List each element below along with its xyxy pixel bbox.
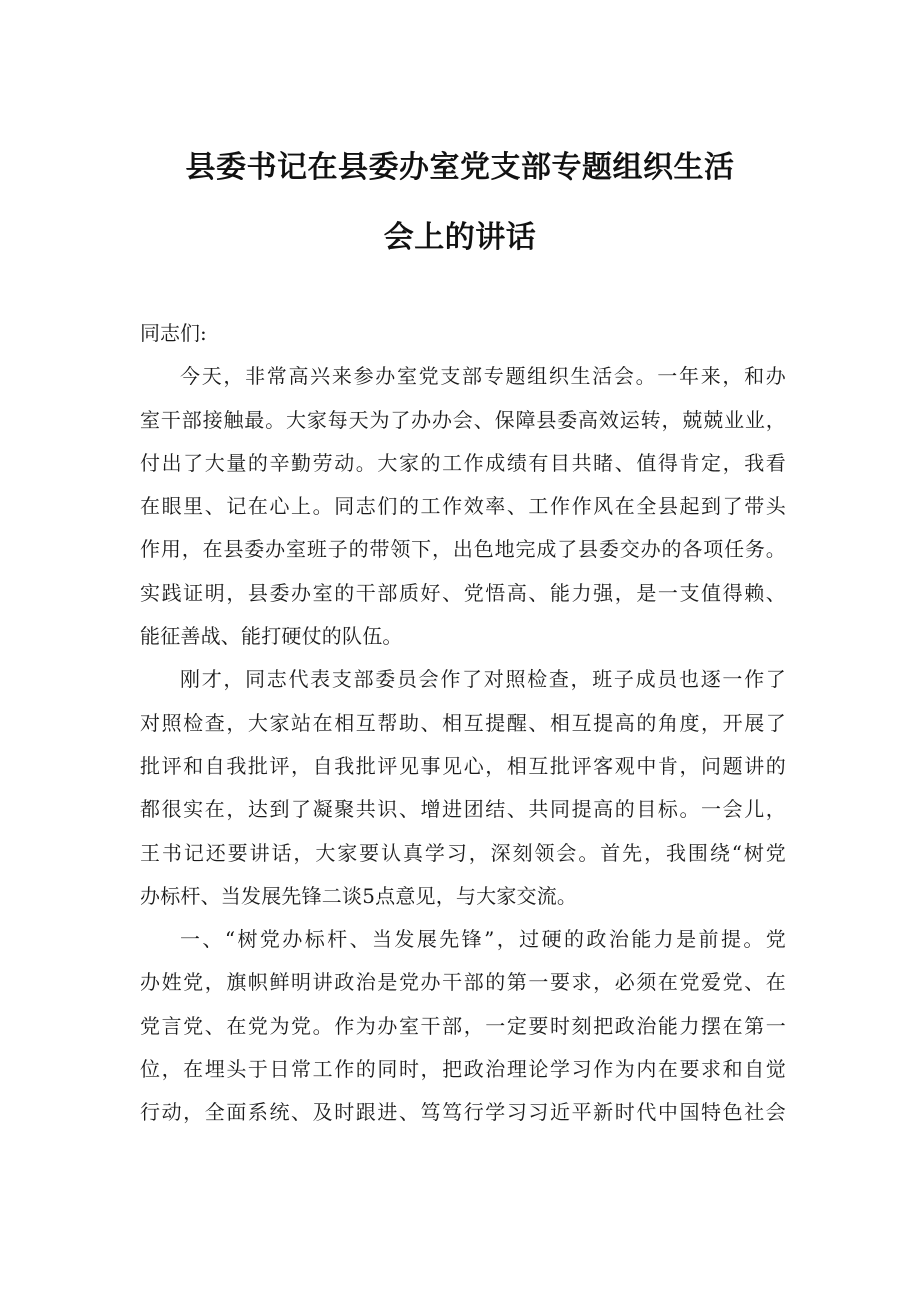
paragraph-line: 付出了大量的辛勤劳动。大家的工作成绩有目共睹、值得肯定，我看 bbox=[140, 450, 786, 475]
paragraph-line: 办姓党，旗帜鲜明讲政治是党办干部的第一要求，必须在党爱党、在 bbox=[140, 970, 786, 995]
paragraph-line: 今天，非常高兴来参办室党支部专题组织生活会。一年来，和办 bbox=[180, 364, 786, 389]
document-title-line-1: 县委书记在县委办室党支部专题组织生活 bbox=[185, 150, 735, 185]
paragraph-line: 位，在埋头于日常工作的同时，把政治理论学习作为内在要求和自觉 bbox=[140, 1057, 786, 1082]
paragraph-line: 对照检查，大家站在相互帮助、相互提醒、相互提高的角度，开展了 bbox=[140, 710, 786, 735]
document-body bbox=[140, 312, 786, 1135]
paragraph-3 bbox=[140, 918, 786, 1134]
paragraph-1 bbox=[140, 355, 786, 658]
paragraph-line: 都很实在，达到了凝聚共识、增进团结、共同提高的目标。一会儿， bbox=[140, 797, 786, 822]
paragraph-line: 能征善战、能打硬仗的队伍。 bbox=[140, 624, 403, 649]
paragraph-line: 刚才，同志代表支部委员会作了对照检查，班子成员也逐一作了 bbox=[180, 667, 786, 692]
paragraph-line: 党言党、在党为党。作为办室干部，一定要时刻把政治能力摆在第一 bbox=[140, 1013, 786, 1038]
paragraph-line: 行动，全面系统、及时跟进、笃笃行学习习近平新时代中国特色社会 bbox=[140, 1100, 786, 1125]
document-title-line-2: 会上的讲话 bbox=[383, 220, 537, 255]
paragraph-line: 办标杆、当发展先锋二谈5点意见，与大家交流。 bbox=[140, 883, 578, 908]
paragraph-line: 批评和自我批评，自我批评见事见心，相互批评客观中肯，问题讲的 bbox=[140, 753, 786, 778]
paragraph-2 bbox=[140, 658, 786, 918]
paragraph-line: 室干部接触最。大家每天为了办办会、保障县委高效运转，兢兢业业， bbox=[140, 407, 786, 432]
paragraph-line: 一、“树党办标杆、当发展先锋”，过硬的政治能力是前提。党 bbox=[180, 927, 786, 952]
paragraph-line: 在眼里、记在心上。同志们的工作效率、工作作风在全县起到了带头 bbox=[140, 494, 786, 519]
salutation: 同志们: bbox=[140, 321, 207, 345]
paragraph-line: 作用，在县委办室班子的带领下，出色地完成了县委交办的各项任务。 bbox=[140, 537, 786, 562]
paragraph-line: 实践证明，县委办室的干部质好、党悟高、能力强，是一支值得赖、 bbox=[140, 580, 786, 605]
paragraph-line: 王书记还要讲话，大家要认真学习，深刻领会。首先，我围绕“树党 bbox=[140, 840, 786, 865]
